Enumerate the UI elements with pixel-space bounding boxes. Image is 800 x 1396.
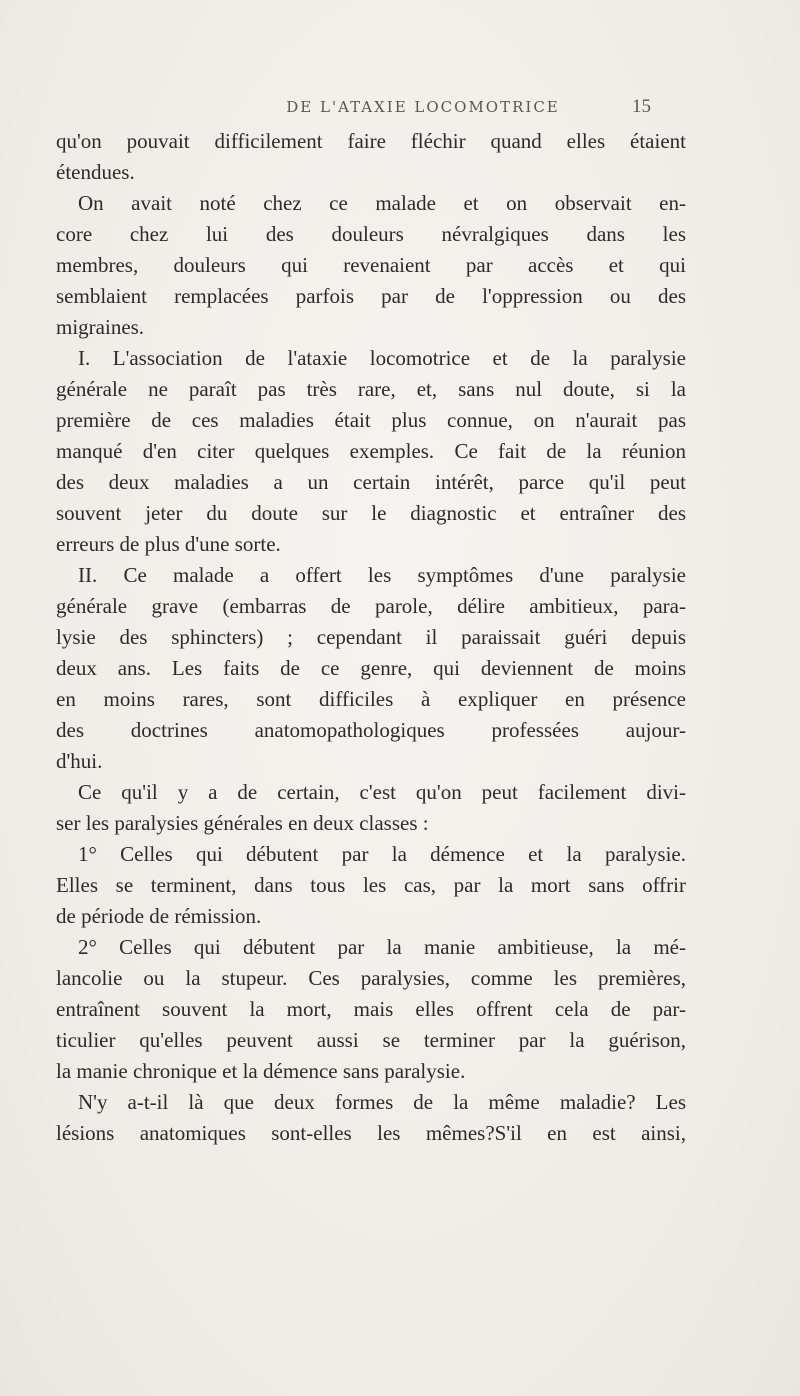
text-line: lancolie ou la stupeur. Ces paralysies, comme les premières, bbox=[56, 966, 686, 990]
text-line: souvent jeter du doute sur le diagnostic et entraîner des bbox=[56, 501, 686, 525]
text-line: ticulier qu'elles peuvent aussi se terminer par la guérison, bbox=[56, 1028, 686, 1052]
text-line: I. L'association de l'ataxie locomotrice et de la paralysie bbox=[78, 346, 686, 370]
body-text bbox=[56, 126, 686, 1149]
running-head: DE L'ATAXIE LOCOMOTRICE bbox=[286, 98, 560, 116]
text-line: Elles se terminent, dans tous les cas, par la mort sans offrir bbox=[56, 873, 686, 897]
text-line: 2° Celles qui débutent par la manie ambitieuse, la mé- bbox=[78, 935, 686, 959]
text-line: deux ans. Les faits de ce genre, qui deviennent de moins bbox=[56, 656, 686, 680]
text-line: membres, douleurs qui revenaient par accès et qui bbox=[56, 253, 686, 277]
text-line: des deux maladies a un certain intérêt, parce qu'il peut bbox=[56, 470, 686, 494]
text-line: manqué d'en citer quelques exemples. Ce fait de la réunion bbox=[56, 439, 686, 463]
text-line: en moins rares, sont difficiles à expliquer en présence bbox=[56, 687, 686, 711]
text-line: générale grave (embarras de parole, délire ambitieux, para- bbox=[56, 594, 686, 618]
text-line: II. Ce malade a offert les symptômes d'une paralysie bbox=[78, 563, 686, 587]
text-line: de période de rémission. bbox=[56, 904, 262, 928]
text-line: lysie des sphincters) ; cependant il paraissait guéri depuis bbox=[56, 625, 686, 649]
text-line: On avait noté chez ce malade et on observait en- bbox=[78, 191, 686, 215]
text-line: première de ces maladies était plus connue, on n'aurait pas bbox=[56, 408, 686, 432]
text-line: d'hui. bbox=[56, 749, 103, 773]
text-line: étendues. bbox=[56, 160, 135, 184]
text-line: des doctrines anatomopathologiques professées aujour- bbox=[56, 718, 686, 742]
text-line: qu'on pouvait difficilement faire fléchir quand elles étaient bbox=[56, 129, 686, 153]
text-line: semblaient remplacées parfois par de l'oppression ou des bbox=[56, 284, 686, 308]
text-line: 1° Celles qui débutent par la démence et la paralysie. bbox=[78, 842, 686, 866]
text-line: générale ne paraît pas très rare, et, sans nul doute, si la bbox=[56, 377, 686, 401]
text-line: entraînent souvent la mort, mais elles offrent cela de par- bbox=[56, 997, 686, 1021]
text-line: migraines. bbox=[56, 315, 145, 339]
page-number: 15 bbox=[632, 96, 651, 117]
text-line: core chez lui des douleurs névralgiques dans les bbox=[56, 222, 686, 246]
text-line: Ce qu'il y a de certain, c'est qu'on peut facilement divi- bbox=[78, 780, 686, 804]
text-line: N'y a-t-il là que deux formes de la même maladie? Les bbox=[78, 1090, 686, 1114]
text-line: la manie chronique et la démence sans paralysie. bbox=[56, 1059, 466, 1083]
text-line: ser les paralysies générales en deux classes : bbox=[56, 811, 429, 835]
text-line: erreurs de plus d'une sorte. bbox=[56, 532, 281, 556]
text-line: lésions anatomiques sont-elles les mêmes?S'il en est ainsi, bbox=[56, 1121, 686, 1145]
